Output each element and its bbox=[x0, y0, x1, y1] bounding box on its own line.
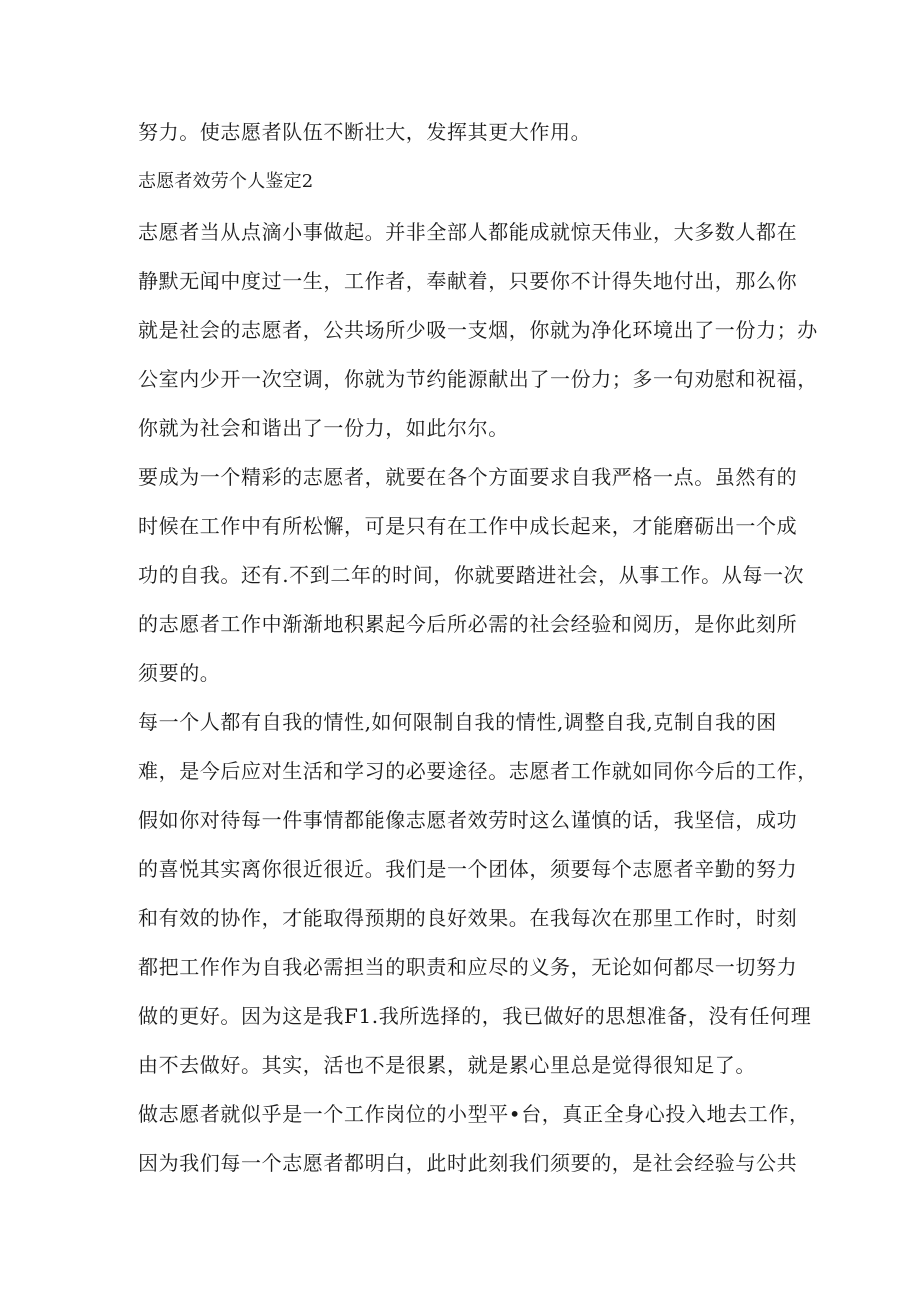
text-line: 做志愿者就似乎是一个工作岗位的小型平•台，真正全身心投入地去工作， bbox=[138, 1102, 810, 1126]
text-line: 的喜悦其实离你很近很近。我们是一个团体，须要每个志愿者辛勤的努力 bbox=[138, 857, 798, 881]
text-line: 的志愿者工作中渐渐地积累起今后所必需的社会经验和阅历，是你此刻所 bbox=[138, 612, 798, 636]
text-line: 做的更好。因为这是我F1.我所选择的，我已做好的思想准备，没有任何理 bbox=[138, 1004, 812, 1028]
text-line: 因为我们每一个志愿者都明白，此时此刻我们须要的，是社会经验与公共 bbox=[138, 1151, 798, 1175]
text-line: 和有效的协作，才能取得预期的良好效果。在我每次在那里工作时，时刻 bbox=[138, 906, 798, 930]
text-line: 假如你对待每一件事情都能像志愿者效劳时这么谨慎的话，我坚信，成功 bbox=[138, 808, 798, 832]
text-line: 公室内少开一次空调，你就为节约能源献出了一份力；多一句劝慰和祝福， bbox=[138, 367, 818, 391]
text-line: 就是社会的志愿者，公共场所少吸一支烟，你就为净化环境出了一份力；办 bbox=[138, 318, 818, 342]
text-line: 要成为一个精彩的志愿者，就要在各个方面要求自我严格一点。虽然有的 bbox=[138, 465, 798, 489]
text-line: 时候在工作中有所松懈，可是只有在工作中成长起来，才能磨砺出一个成 bbox=[138, 514, 798, 538]
text-line: 你就为社会和谐出了一份力，如此尔尔。 bbox=[138, 416, 509, 440]
text-line: 静默无闻中度过一生，工作者，奉献着，只要你不计得失地付出，那么你 bbox=[138, 269, 798, 293]
text-line: 功的自我。还有.不到二年的时间，你就要踏进社会，从事工作。从每一次 bbox=[138, 563, 805, 587]
text-line: 难，是今后应对生活和学习的必要途径。志愿者工作就如同你今后的工作， bbox=[138, 759, 818, 783]
text-line: 由不去做好。其实，活也不是很累，就是累心里总是觉得很知足了。 bbox=[138, 1053, 756, 1077]
section-heading: 志愿者效劳个人鉴定2 bbox=[138, 171, 314, 192]
text-line: 每一个人都有自我的情性,如何限制自我的情性,调整自我,克制自我的困 bbox=[138, 710, 777, 734]
text-line: 都把工作作为自我必需担当的职责和应尽的义务，无论如何都尽一切努力 bbox=[138, 955, 798, 979]
text-line: 志愿者当从点滴小事做起。并非全部人都能成就惊天伟业，大多数人都在 bbox=[138, 220, 798, 244]
text-line: 努力。使志愿者队伍不断壮大，发挥其更大作用。 bbox=[138, 120, 592, 144]
text-line: 须要的。 bbox=[138, 661, 221, 685]
document-body bbox=[138, 108, 818, 1188]
